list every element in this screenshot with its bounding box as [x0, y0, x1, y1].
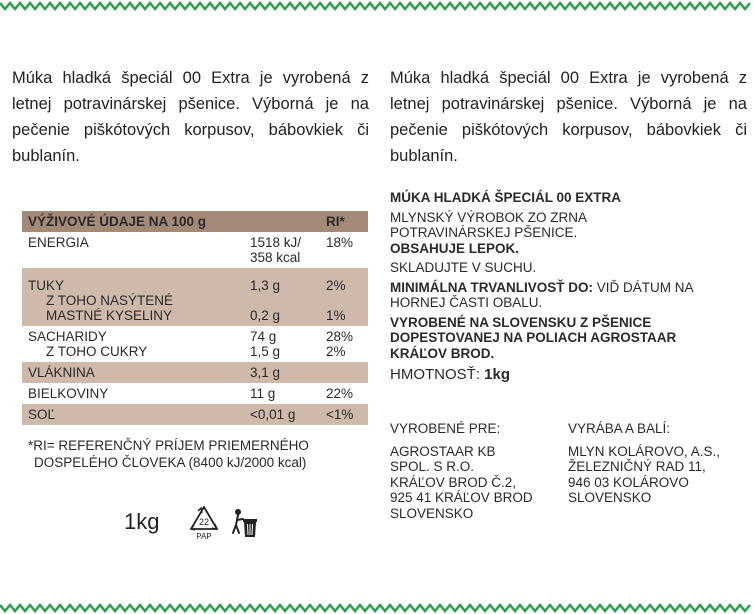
nutrient-subname: Z TOHO CUKRY — [46, 344, 148, 359]
nutrient-ri: 28% — [326, 329, 354, 344]
nutrient-value: 11 g — [250, 386, 276, 401]
net-weight-label: HMOTNOSŤ: — [390, 366, 480, 383]
address-line: ŽELEZNIČNÝ RAD 11, — [568, 459, 706, 474]
net-weight-large: 1kg — [124, 509, 160, 534]
nutrition-row-sol — [22, 404, 368, 425]
nutrition-header-title: VÝŽIVOVÉ ÚDAJE NA 100 g — [28, 214, 207, 229]
nutrient-value: 1518 kJ/ — [250, 235, 302, 250]
nutrient-ri: <1% — [326, 407, 354, 422]
net-weight-value: 1kg — [484, 366, 511, 383]
nutrition-header-ri: RI* — [326, 214, 345, 229]
address-line: SLOVENSKO — [568, 490, 652, 505]
nutrition-header — [22, 211, 368, 232]
nutrition-table — [22, 211, 368, 425]
ri-footnote-line2: DOSPELÉHO ČLOVEKA (8400 kJ/2000 kcal) — [34, 455, 307, 470]
best-before — [390, 280, 750, 311]
address-line: 925 41 KRÁĽOV BROD — [390, 490, 533, 505]
nutrient-subname: MASTNÉ KYSELINY — [46, 308, 173, 323]
product-name: MÚKA HLADKÁ ŠPECIÁL 00 EXTRA — [390, 190, 622, 205]
nutrient-ri: 2% — [326, 278, 346, 293]
producer-heading: VYROBENÉ PRE: — [390, 421, 501, 436]
nutrient-subname: Z TOHO NASÝTENÉ — [46, 293, 174, 308]
recycle-code: PAP — [196, 532, 212, 541]
recycle-icon — [188, 505, 220, 541]
nutrient-name: TUKY — [28, 278, 65, 293]
top-zigzag-border — [0, 0, 754, 16]
nutrient-ri: 22% — [326, 386, 354, 401]
storage-note: SKLADUJTE V SUCHU. — [390, 260, 537, 275]
product-description-right: Múka hladká špeciál 00 Extra je vyrobená z letnej potravinárskej pšenice. Výborná je na pečenie piškótových korpusov, bábovkiek či bublanín. — [390, 69, 747, 165]
best-before-text: VIĎ DÁTUM NA HORNEJ ČASTI OBALU. — [390, 279, 693, 310]
address-line: SPOL. S R.O. — [390, 459, 475, 474]
bottom-zigzag-border — [0, 598, 754, 614]
product-info — [390, 190, 750, 383]
recycle-number: 22 — [198, 517, 210, 527]
net-weight — [390, 367, 750, 383]
made-in-note: VYROBENÉ NA SLOVENSKU Z PŠENICE DOPESTOVANEJ NA POLIACH AGROSTAAR KRÁĽOV BROD. — [390, 314, 677, 361]
nutrition-row-vlaknina — [22, 362, 368, 383]
product-description-left: Múka hladká špeciál 00 Extra je vyrobená z letnej potravinárskej pšenice. Výborná je na pečenie piškótových korpusov, bábovkiek či bublanín. — [12, 69, 369, 165]
address-line: SLOVENSKO — [390, 505, 474, 521]
nutrition-row-bielkoviny — [22, 383, 368, 404]
address-line: MLYN KOLÁROVO, A.S., — [568, 443, 721, 459]
nutrition-row-sacharidy — [22, 326, 368, 362]
nutrient-name: SACHARIDY — [28, 329, 107, 344]
producer-address — [390, 421, 565, 521]
product-origin: MLYNSKÝ VÝROBOK ZO ZRNA POTRAVINÁRSKEJ PŠENICE. — [390, 209, 587, 240]
nutrient-name: SOĽ — [28, 407, 56, 422]
nutrient-subvalue: 1,5 g — [250, 344, 281, 359]
best-before-label: MINIMÁLNA TRVANLIVOSŤ DO: — [390, 279, 593, 295]
nutrient-value: 1,3 g — [250, 278, 281, 293]
nutrient-value: <0,01 g — [250, 407, 296, 422]
nutrient-subvalue: 0,2 g — [250, 308, 281, 323]
nutrient-name: VLÁKNINA — [28, 365, 95, 380]
nutrient-value: 74 g — [250, 329, 277, 344]
ri-footnote-line1: *RI= REFERENČNÝ PRÍJEM PRIEMERNÉHO — [28, 438, 309, 453]
nutrient-value: 358 kcal — [250, 250, 301, 265]
allergen-note: OBSAHUJE LEPOK. — [390, 240, 520, 256]
nutrient-sub-ri: 2% — [326, 344, 346, 359]
address-line: KRÁĽOV BROD Č.2, — [390, 474, 517, 490]
address-line: 946 03 KOLÁROVO — [568, 474, 689, 490]
address-line: AGROSTAAR KB — [390, 443, 496, 459]
nutrient-ri: 18% — [326, 235, 354, 250]
packer-address — [568, 421, 748, 506]
nutrition-row-tuky — [22, 268, 368, 326]
nutrition-row-energia — [22, 232, 368, 268]
ri-footnote — [28, 437, 368, 471]
nutrient-value: 3,1 g — [250, 365, 281, 380]
packer-heading: VYRÁBA A BALÍ: — [568, 421, 671, 436]
nutrient-sub-ri: 1% — [326, 308, 346, 323]
nutrient-name: BIELKOVINY — [28, 386, 109, 401]
trash-bin-icon — [230, 507, 260, 539]
nutrient-name: ENERGIA — [28, 235, 89, 250]
